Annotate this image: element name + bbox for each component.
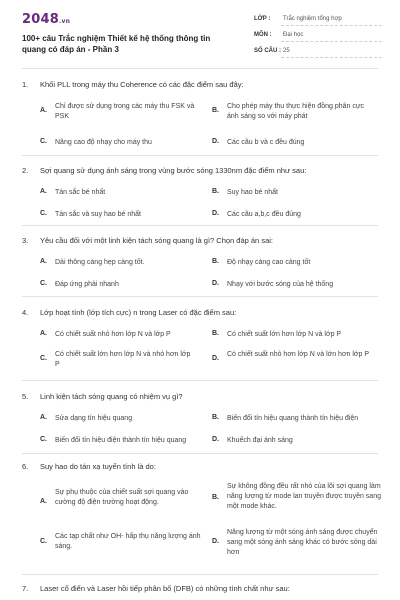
question-number: 1.	[22, 80, 29, 89]
option-label: C.	[40, 280, 47, 287]
option-label: C.	[40, 210, 47, 217]
option-label: D.	[212, 210, 219, 217]
option-label: C.	[40, 138, 47, 145]
option-label: B.	[212, 107, 219, 114]
option-text: Có chiết suất lớn hơn lớp N và nhỏ hơn lớp P	[55, 351, 191, 368]
meta-key: LỚP :	[254, 16, 271, 22]
question-number: 7.	[22, 584, 29, 593]
option-text: Tán sắc và suy hao bé nhất	[55, 211, 141, 218]
option-text: Sửa dạng tín hiệu quang	[55, 415, 133, 422]
page-header	[0, 0, 400, 68]
divider	[22, 380, 378, 381]
meta-value: Đại học	[283, 32, 304, 38]
meta-divider	[281, 25, 382, 26]
option-label: B.	[212, 258, 219, 265]
option-label: C.	[40, 436, 47, 443]
question-text: Sợi quang sử dụng ánh sáng trong vùng bước sóng 1330nm đặc điểm như sau:	[40, 166, 307, 175]
option-text: Có chiết suất nhỏ hơn lớp N và lớp P	[55, 331, 171, 338]
divider	[22, 225, 378, 226]
question-number: 6.	[22, 462, 29, 471]
meta-divider	[281, 57, 382, 58]
question-text: Lớp hoạt tính (lớp tích cực) n trong Laser có đặc điểm sau:	[40, 308, 237, 317]
question-number: 4.	[22, 308, 29, 317]
question-number: 2.	[22, 166, 29, 175]
option-text: Biến đổi tín hiệu quang thành tín hiệu điện	[227, 415, 359, 422]
option-label: D.	[212, 280, 219, 287]
option-label: C.	[40, 355, 47, 362]
meta-info	[254, 12, 382, 60]
option-label: C.	[40, 538, 47, 545]
option-text: Dải thông càng hẹp càng tốt.	[55, 259, 145, 266]
question-text: Suy hao do tán xạ tuyến tính là do:	[40, 462, 156, 471]
option-text: Đáp ứng phải nhanh	[55, 281, 119, 288]
meta-key: MÔN :	[254, 32, 272, 38]
logo-main: 2048	[22, 12, 59, 27]
option-text: Cho phép máy thu thực hiện đồng phân cực ánh sáng so với máy phát	[227, 103, 365, 120]
option-label: A.	[40, 414, 47, 421]
option-label: A.	[40, 330, 47, 337]
option-text: Các tạp chất như OH- hấp thụ năng lượng ánh sáng.	[55, 533, 201, 550]
meta-value: 25	[283, 48, 290, 54]
question-text: Linh kiện tách sóng quang có nhiệm vụ gì?	[40, 392, 183, 401]
option-label: B.	[212, 330, 219, 337]
option-text: Chỉ được sử dụng trong các máy thu FSK và PSK	[55, 103, 195, 120]
option-label: D.	[212, 138, 219, 145]
meta-row-subject	[254, 28, 382, 44]
question-text: Khối PLL trong máy thu Coherence có các đặc điểm sau đây:	[40, 80, 244, 89]
question-text: Yêu cầu đối với một linh kiện tách sóng quang là gì? Chọn đáp án sai:	[40, 236, 273, 245]
option-label: A.	[40, 258, 47, 265]
option-text: Khuếch đại ánh sáng	[227, 437, 293, 444]
logo-suffix: .vn	[58, 18, 71, 25]
meta-key: SỐ CÂU :	[254, 48, 281, 54]
option-text: Có chiết suất lớn hơn lớp N và lớp P	[227, 331, 342, 338]
divider	[22, 68, 378, 69]
site-logo[interactable]	[22, 12, 70, 27]
option-text: Các câu a,b,c đều đúng	[227, 211, 301, 218]
divider	[22, 296, 378, 297]
meta-row-class	[254, 12, 382, 28]
divider	[22, 574, 378, 575]
option-text: Độ nhạy càng cao càng tốt	[227, 259, 311, 266]
option-label: D.	[212, 355, 219, 362]
question-number: 5.	[22, 392, 29, 401]
option-label: D.	[212, 538, 219, 545]
option-label: B.	[212, 188, 219, 195]
option-label: B.	[212, 414, 219, 421]
option-label: A.	[40, 107, 47, 114]
option-text: Suy hao bé nhất	[227, 189, 278, 196]
meta-value: Trắc nghiệm tổng hợp	[283, 16, 342, 22]
option-text: Năng lượng từ một sóng ánh sáng được chuyển sang một sóng ánh sáng khác có bước sóng dài hơn	[227, 529, 378, 556]
option-text: Biến đổi tín hiệu điện thành tín hiệu quang	[55, 437, 187, 444]
question-text: Laser cổ điển và Laser hồi tiếp phân bố (DFB) có những tính chất như sau:	[40, 584, 290, 593]
option-text: Có chiết suất nhỏ hơn lớp N và lớn hơn lớp P	[227, 351, 370, 358]
option-label: A.	[40, 188, 47, 195]
option-label: B.	[212, 494, 219, 501]
option-text: Sự phụ thuộc của chiết suất sợi quang vào cường độ điện trường hoạt động.	[55, 489, 189, 506]
meta-row-count	[254, 44, 382, 60]
option-text: Các câu b và c đều đúng	[227, 139, 305, 146]
option-label: D.	[212, 436, 219, 443]
divider	[22, 453, 378, 454]
option-text: Nhạy với bước sóng của hệ thống	[227, 281, 334, 288]
meta-divider	[281, 41, 382, 42]
option-text: Nâng cao độ nhạy cho máy thu	[55, 139, 152, 146]
option-text: Sự không đồng đều rất nhỏ của lõi sợi quang làm năng lượng từ mode lan truyền được truyền sang một mode khác.	[227, 483, 381, 510]
question-number: 3.	[22, 236, 29, 245]
option-text: Tán sắc bé nhất	[55, 189, 106, 196]
document-title: 100+ câu Trắc nghiệm Thiết kế hệ thống thông tin quang có đáp án - Phần 3	[22, 34, 211, 54]
divider	[22, 155, 378, 156]
option-label: A.	[40, 498, 47, 505]
